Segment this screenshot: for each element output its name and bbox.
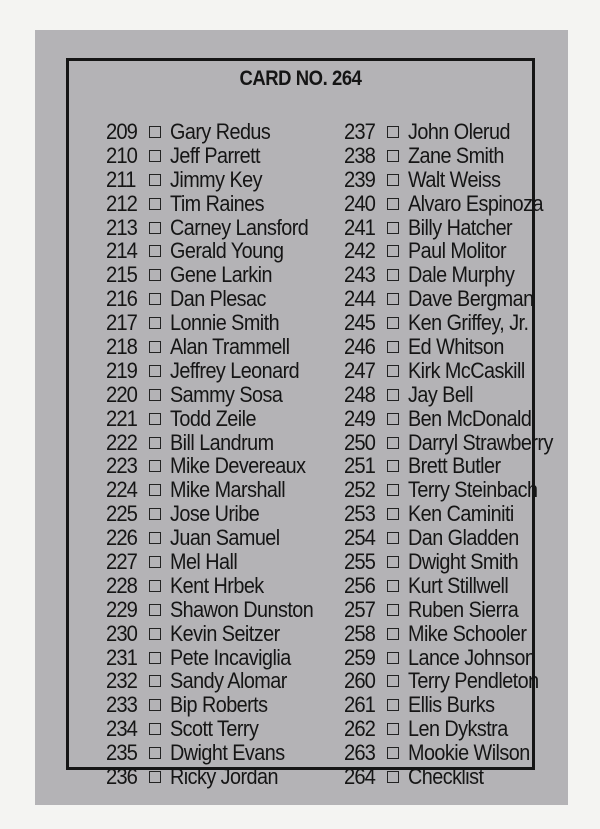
checkbox[interactable]	[149, 771, 161, 783]
player-name: Jay Bell	[408, 381, 474, 407]
card-number: 249	[344, 405, 376, 431]
player-name: Lonnie Smith	[170, 310, 280, 336]
card-number: 246	[344, 334, 376, 360]
player-name: Paul Molitor	[408, 238, 507, 264]
card-number: 248	[344, 381, 376, 407]
card-number: 241	[344, 214, 376, 240]
card-number: 220	[106, 381, 138, 407]
checkbox[interactable]	[149, 556, 161, 568]
checkbox[interactable]	[387, 508, 399, 520]
checkbox[interactable]	[387, 580, 399, 592]
card-number: 256	[344, 572, 376, 598]
player-name: Gerald Young	[170, 238, 284, 264]
card-number: 233	[106, 692, 138, 718]
checkbox[interactable]	[149, 699, 161, 711]
player-name: Carney Lansford	[170, 214, 309, 240]
card-number: 213	[106, 214, 138, 240]
player-name: Mookie Wilson	[408, 740, 530, 766]
card-number: 237	[344, 119, 376, 144]
card-number: 262	[344, 716, 376, 742]
player-name: Jeffrey Leonard	[170, 357, 300, 383]
checkbox[interactable]	[387, 628, 399, 640]
card-number: 261	[344, 692, 376, 718]
card-number: 230	[106, 620, 138, 646]
card-number: 231	[106, 644, 138, 670]
player-name: Alvaro Espinoza	[408, 190, 543, 216]
player-name: Lance Johnson	[408, 644, 536, 670]
player-name: Kirk McCaskill	[408, 357, 525, 383]
checkbox[interactable]	[149, 269, 161, 281]
player-name: Mike Devereaux	[170, 453, 306, 479]
card-number: 259	[344, 644, 376, 670]
player-name: Jeff Parrett	[170, 142, 260, 168]
checkbox[interactable]	[149, 628, 161, 640]
checkbox[interactable]	[387, 174, 399, 186]
checkbox[interactable]	[149, 437, 161, 449]
card-number: 209	[106, 119, 138, 144]
card-number: 225	[106, 501, 138, 527]
card-number: 218	[106, 334, 138, 360]
player-name: Ed Whitson	[408, 334, 504, 360]
player-name: Terry Pendleton	[408, 668, 539, 694]
player-name: Dwight Smith	[408, 549, 519, 575]
card-number: 219	[106, 357, 138, 383]
card-number: 260	[344, 668, 376, 694]
player-name: Dan Gladden	[408, 525, 519, 551]
checkbox[interactable]	[387, 484, 399, 496]
checkbox[interactable]	[149, 532, 161, 544]
card-number: 257	[344, 596, 376, 622]
checkbox[interactable]	[149, 126, 161, 138]
checkbox[interactable]	[387, 699, 399, 711]
checkbox[interactable]	[149, 604, 161, 616]
checkbox[interactable]	[149, 747, 161, 759]
card-number: 263	[344, 740, 376, 766]
card-number: 240	[344, 190, 376, 216]
card-number: 255	[344, 549, 376, 575]
player-name: Mike Schooler	[408, 620, 527, 646]
card-number: 253	[344, 501, 376, 527]
card-number: 243	[344, 262, 376, 288]
player-name: Ken Griffey, Jr.	[408, 310, 529, 336]
card-number: 215	[106, 262, 138, 288]
checkbox[interactable]	[149, 508, 161, 520]
player-name: Ellis Burks	[408, 692, 495, 718]
checkbox[interactable]	[149, 365, 161, 377]
card-title: CARD NO. 264	[239, 67, 362, 90]
player-name: Checklist	[408, 764, 484, 790]
player-name: Gary Redus	[170, 119, 271, 144]
checkbox[interactable]	[149, 652, 161, 664]
checkbox[interactable]	[387, 437, 399, 449]
player-name: Juan Samuel	[170, 525, 280, 551]
card-number: 258	[344, 620, 376, 646]
player-name: Alan Trammell	[170, 334, 290, 360]
checkbox[interactable]	[387, 532, 399, 544]
player-name: Len Dykstra	[408, 716, 508, 742]
card-number: 244	[344, 286, 376, 312]
checkbox[interactable]	[387, 222, 399, 234]
card-number: 264	[344, 764, 376, 790]
player-name: Pete Incaviglia	[170, 644, 291, 670]
card-number: 239	[344, 166, 376, 192]
player-name: Mel Hall	[170, 549, 238, 575]
checkbox[interactable]	[387, 723, 399, 735]
player-name: Bip Roberts	[170, 692, 268, 718]
checkbox[interactable]	[149, 245, 161, 257]
card-number: 223	[106, 453, 138, 479]
checkbox[interactable]	[387, 556, 399, 568]
card-number: 250	[344, 429, 376, 455]
card-number: 211	[106, 166, 136, 192]
card-number: 210	[106, 142, 138, 168]
checkbox[interactable]	[149, 413, 161, 425]
player-name: Walt Weiss	[408, 166, 501, 192]
card-number: 228	[106, 572, 138, 598]
card-number: 235	[106, 740, 138, 766]
player-name: Jimmy Key	[170, 166, 262, 192]
checkbox[interactable]	[387, 150, 399, 162]
player-name: Scott Terry	[170, 716, 259, 742]
card-number: 229	[106, 596, 138, 622]
player-name: Tim Raines	[170, 190, 264, 216]
card-number: 212	[106, 190, 138, 216]
player-name: Ken Caminiti	[408, 501, 514, 527]
checkbox[interactable]	[387, 269, 399, 281]
card-number: 216	[106, 286, 138, 312]
player-name: Sandy Alomar	[170, 668, 287, 694]
checkbox[interactable]	[387, 413, 399, 425]
card-number: 222	[106, 429, 138, 455]
checkbox[interactable]	[149, 198, 161, 210]
player-name: Jose Uribe	[170, 501, 260, 527]
card-number: 217	[106, 310, 138, 336]
player-name: Brett Butler	[408, 453, 501, 479]
card-number: 227	[106, 549, 138, 575]
player-name: Darryl Strawberry	[408, 429, 553, 455]
player-name: Ben McDonald	[408, 405, 532, 431]
card-number: 238	[344, 142, 376, 168]
checkbox[interactable]	[387, 317, 399, 329]
player-name: Zane Smith	[408, 142, 504, 168]
checkbox[interactable]	[387, 604, 399, 616]
card-number: 221	[106, 405, 138, 431]
player-name: Ricky Jordan	[170, 764, 278, 790]
card-number: 214	[106, 238, 138, 264]
player-name: Dale Murphy	[408, 262, 515, 288]
card-number: 232	[106, 668, 138, 694]
player-name: Kent Hrbek	[170, 572, 264, 598]
player-name: Kurt Stillwell	[408, 572, 509, 598]
checkbox[interactable]	[149, 460, 161, 472]
checkbox[interactable]	[387, 245, 399, 257]
checkbox[interactable]	[387, 365, 399, 377]
checkbox[interactable]	[149, 341, 161, 353]
checklist-card	[35, 30, 568, 805]
card-number: 224	[106, 477, 138, 503]
checkbox[interactable]	[387, 460, 399, 472]
checkbox[interactable]	[149, 723, 161, 735]
checkbox[interactable]	[387, 675, 399, 687]
checkbox[interactable]	[387, 389, 399, 401]
checkbox[interactable]	[387, 126, 399, 138]
card-number: 245	[344, 310, 376, 336]
player-name: Bill Landrum	[170, 429, 274, 455]
card-number: 254	[344, 525, 376, 551]
checkbox[interactable]	[149, 222, 161, 234]
player-name: Mike Marshall	[170, 477, 286, 503]
card-number: 234	[106, 716, 138, 742]
player-name: Shawon Dunston	[170, 596, 314, 622]
player-name: Gene Larkin	[170, 262, 272, 288]
player-name: Dan Plesac	[170, 286, 266, 312]
checkbox[interactable]	[387, 652, 399, 664]
checkbox[interactable]	[149, 150, 161, 162]
player-name: John Olerud	[408, 119, 510, 144]
player-name: Ruben Sierra	[408, 596, 519, 622]
player-name: Todd Zeile	[170, 405, 256, 431]
checkbox[interactable]	[149, 484, 161, 496]
checkbox[interactable]	[149, 580, 161, 592]
checkbox[interactable]	[387, 771, 399, 783]
checklist-frame	[66, 58, 553, 790]
card-number: 226	[106, 525, 138, 551]
checkbox[interactable]	[387, 341, 399, 353]
checkbox[interactable]	[149, 293, 161, 305]
player-name: Billy Hatcher	[408, 214, 513, 240]
player-name: Kevin Seitzer	[170, 620, 280, 646]
card-number: 251	[344, 453, 376, 479]
player-name: Dave Bergman	[408, 286, 534, 312]
checkbox[interactable]	[387, 198, 399, 210]
checkbox[interactable]	[149, 174, 161, 186]
player-name: Dwight Evans	[170, 740, 285, 766]
player-name: Terry Steinbach	[408, 477, 538, 503]
card-number: 252	[344, 477, 376, 503]
checkbox[interactable]	[149, 317, 161, 329]
checkbox[interactable]	[387, 747, 399, 759]
checkbox[interactable]	[387, 293, 399, 305]
card-number: 242	[344, 238, 376, 264]
card-number: 247	[344, 357, 376, 383]
card-number: 236	[106, 764, 138, 790]
checkbox[interactable]	[149, 675, 161, 687]
player-name: Sammy Sosa	[170, 381, 283, 407]
checkbox[interactable]	[149, 389, 161, 401]
